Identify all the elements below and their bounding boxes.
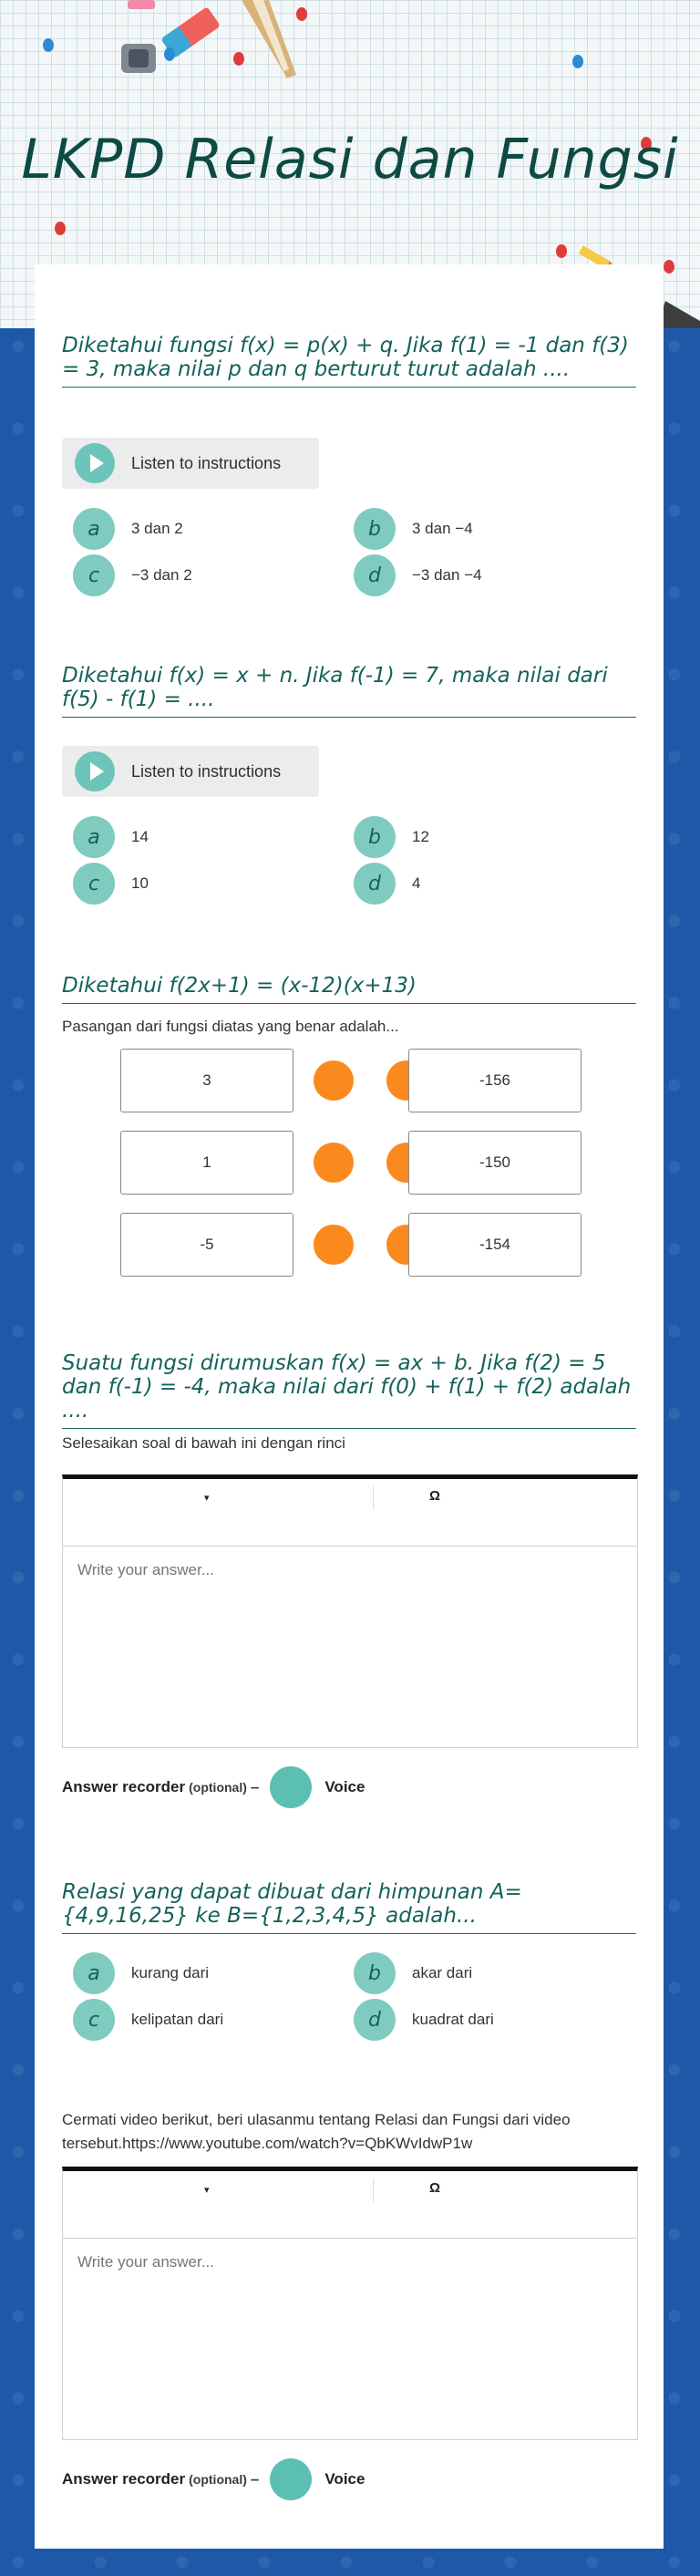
play-icon bbox=[75, 751, 115, 791]
option-a[interactable] bbox=[73, 508, 183, 550]
option-c[interactable] bbox=[73, 863, 149, 905]
match-right-item[interactable]: -150 bbox=[408, 1131, 582, 1195]
listen-button[interactable] bbox=[62, 746, 319, 797]
option-text: 4 bbox=[412, 874, 421, 892]
option-text: 12 bbox=[412, 828, 429, 845]
answer-recorder bbox=[62, 1766, 365, 1808]
option-letter: d bbox=[354, 863, 396, 905]
option-letter: b bbox=[354, 816, 396, 858]
match-left-item[interactable]: 1 bbox=[120, 1131, 293, 1195]
option-letter: b bbox=[354, 1952, 396, 1994]
option-text: kurang dari bbox=[131, 1964, 210, 1981]
record-button[interactable] bbox=[270, 2458, 312, 2500]
confetti-dot bbox=[233, 52, 244, 66]
option-letter: d bbox=[354, 1999, 396, 2041]
question-3-instruction: Pasangan dari fungsi diatas yang benar adalah... bbox=[62, 1018, 399, 1035]
option-letter: c bbox=[73, 554, 115, 596]
play-icon bbox=[75, 443, 115, 483]
answer-recorder bbox=[62, 2458, 365, 2500]
option-text: −3 dan 2 bbox=[131, 566, 192, 584]
format-dropdown-icon[interactable]: ▾ bbox=[204, 1493, 210, 1504]
question-5-title: Relasi yang dapat dibuat dari himpunan A={4,9,16,25} ke B={1,2,3,4,5} adalah... bbox=[62, 1880, 636, 1934]
option-c[interactable] bbox=[73, 554, 192, 596]
match-connector[interactable] bbox=[314, 1225, 354, 1265]
pencil-tip-icon bbox=[128, 0, 155, 13]
confetti-dot bbox=[164, 47, 175, 61]
confetti-dot bbox=[296, 7, 307, 21]
option-text: 3 dan 2 bbox=[131, 520, 183, 537]
option-b[interactable] bbox=[354, 816, 429, 858]
toolbar-divider bbox=[373, 1486, 374, 1510]
option-b[interactable] bbox=[354, 508, 473, 550]
worksheet-card bbox=[35, 264, 664, 2549]
listen-label: Listen to instructions bbox=[131, 453, 282, 472]
editor-toolbar bbox=[63, 2171, 637, 2239]
page-title: LKPD Relasi dan Fungsi bbox=[21, 128, 679, 191]
format-dropdown-icon[interactable]: ▾ bbox=[204, 2185, 210, 2196]
ruler-icon bbox=[232, 0, 305, 82]
confetti-dot bbox=[572, 55, 583, 68]
option-d[interactable] bbox=[354, 554, 482, 596]
match-left-item[interactable]: 3 bbox=[120, 1049, 293, 1112]
toolbar-divider bbox=[373, 2178, 374, 2202]
confetti-dot bbox=[43, 38, 54, 52]
answer-input[interactable] bbox=[63, 1547, 637, 1743]
option-text: 3 dan −4 bbox=[412, 520, 473, 537]
editor-toolbar bbox=[63, 1479, 637, 1547]
confetti-dot bbox=[664, 260, 674, 274]
question-4-instruction: Selesaikan soal di bawah ini dengan rinci bbox=[62, 1434, 345, 1452]
option-letter: a bbox=[73, 1952, 115, 1994]
answer-editor bbox=[62, 1474, 638, 1748]
question-2-title: Diketahui f(x) = x + n. Jika f(-1) = 7, maka nilai dari f(5) - f(1) = .... bbox=[62, 664, 636, 718]
question-1-title: Diketahui fungsi f(x) = p(x) + q. Jika f(1) = -1 dan f(3) = 3, maka nilai p dan q berturut turut adalah .... bbox=[62, 334, 636, 388]
recorder-optional: (optional) bbox=[189, 2472, 247, 2487]
listen-label: Listen to instructions bbox=[131, 761, 282, 781]
question-6-instruction: Cermati video berikut, beri ulasanmu tentang Relasi dan Fungsi dari video tersebut.https://www.youtube.com/watch?v=QbKWvIdwP1w bbox=[62, 2111, 571, 2152]
option-text: akar dari bbox=[412, 1964, 473, 1981]
recorder-optional: (optional) bbox=[189, 1780, 247, 1795]
listen-button[interactable] bbox=[62, 438, 319, 489]
special-character-icon[interactable]: Ω bbox=[429, 1488, 441, 1504]
option-b[interactable] bbox=[354, 1952, 472, 1994]
option-letter: b bbox=[354, 508, 396, 550]
option-letter: c bbox=[73, 1999, 115, 2041]
match-right-item[interactable]: -156 bbox=[408, 1049, 582, 1112]
match-connector[interactable] bbox=[314, 1143, 354, 1183]
answer-editor bbox=[62, 2167, 638, 2440]
confetti-dot bbox=[556, 244, 567, 258]
confetti-dot bbox=[55, 222, 66, 235]
option-text: 14 bbox=[131, 828, 149, 845]
option-letter: a bbox=[73, 816, 115, 858]
recorder-voice-label: Voice bbox=[324, 1778, 365, 1795]
option-d[interactable] bbox=[354, 863, 420, 905]
match-left-item[interactable]: -5 bbox=[120, 1213, 293, 1277]
option-text: kuadrat dari bbox=[412, 2011, 494, 2028]
option-text: 10 bbox=[131, 874, 149, 892]
special-character-icon[interactable]: Ω bbox=[429, 2180, 441, 2196]
option-d[interactable] bbox=[354, 1999, 494, 2041]
option-letter: d bbox=[354, 554, 396, 596]
question-4-title: Suatu fungsi dirumuskan f(x) = ax + b. Jika f(2) = 5 dan f(-1) = -4, maka nilai dari f(0) + f(1) + f(2) adalah .... bbox=[62, 1351, 636, 1429]
recorder-voice-label: Voice bbox=[324, 2470, 365, 2488]
recorder-dash: – bbox=[250, 2470, 260, 2488]
recorder-label: Answer recorder bbox=[62, 2470, 186, 2488]
recorder-label: Answer recorder bbox=[62, 1778, 186, 1795]
record-button[interactable] bbox=[270, 1766, 312, 1808]
question-3-title: Diketahui f(2x+1) = (x-12)(x+13) bbox=[62, 974, 636, 1004]
option-letter: c bbox=[73, 863, 115, 905]
match-connector[interactable] bbox=[314, 1060, 354, 1101]
option-text: −3 dan −4 bbox=[412, 566, 482, 584]
recorder-dash: – bbox=[250, 1778, 260, 1795]
option-a[interactable] bbox=[73, 1952, 209, 1994]
option-text: kelipatan dari bbox=[131, 2011, 224, 2028]
option-c[interactable] bbox=[73, 1999, 223, 2041]
match-right-item[interactable]: -154 bbox=[408, 1213, 582, 1277]
answer-input[interactable] bbox=[63, 2239, 637, 2436]
option-a[interactable] bbox=[73, 816, 149, 858]
option-letter: a bbox=[73, 508, 115, 550]
